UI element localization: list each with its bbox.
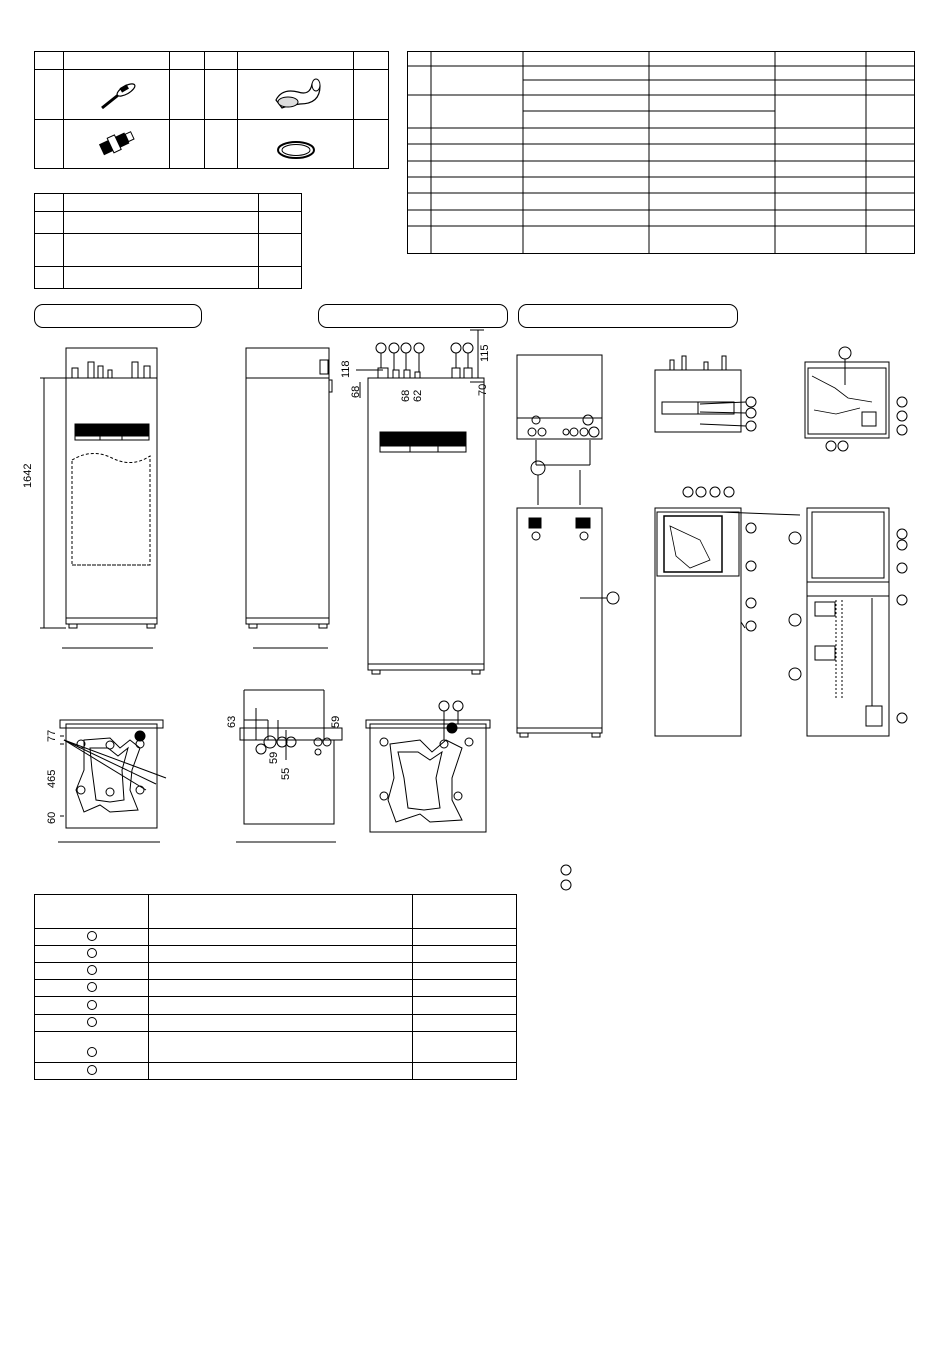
legend-row-marker [87, 948, 97, 958]
legend-circle-1 [561, 865, 571, 875]
dim-465: 465 [46, 769, 58, 788]
dim-63: 63 [226, 715, 238, 728]
legend-row-marker [87, 931, 97, 941]
top-unit-rear-view [517, 355, 602, 505]
side-view-outline [246, 348, 332, 648]
dim-68-right: 68 [400, 389, 412, 402]
dim-62: 62 [412, 389, 424, 402]
dim-60: 60 [46, 811, 58, 824]
dim-59-left: 59 [268, 751, 280, 764]
top-unit-front-view [655, 356, 756, 432]
dim-59-right: 59 [330, 715, 342, 728]
front-view-outline [40, 348, 157, 648]
main-unit-internal-view [789, 508, 907, 736]
legend-row-marker [87, 1000, 97, 1010]
front-piping-view-outline [356, 330, 484, 674]
legend-row-marker [87, 1047, 97, 1057]
main-unit-front-open-view [655, 487, 800, 736]
bottom-view-right-outline [366, 701, 490, 832]
legend-row-marker [87, 982, 97, 992]
dim-77: 77 [46, 729, 58, 742]
dim-68-left: 68 [350, 385, 362, 398]
bottom-view-middle-outline [236, 690, 342, 842]
dim-55: 55 [280, 767, 292, 780]
dim-height-total: 1642 [22, 463, 34, 488]
legend-circle-2 [561, 880, 571, 890]
dim-118: 118 [340, 360, 352, 378]
top-unit-internal-view [805, 347, 907, 451]
dim-70: 70 [477, 383, 489, 396]
legend-row-marker [87, 1065, 97, 1075]
legend-row-marker [87, 1017, 97, 1027]
bottom-view-left-outline [58, 720, 166, 842]
legend-row-marker [87, 965, 97, 975]
component-legend-table [34, 894, 517, 1080]
main-unit-rear-view [517, 508, 619, 737]
dim-115: 115 [479, 344, 491, 362]
